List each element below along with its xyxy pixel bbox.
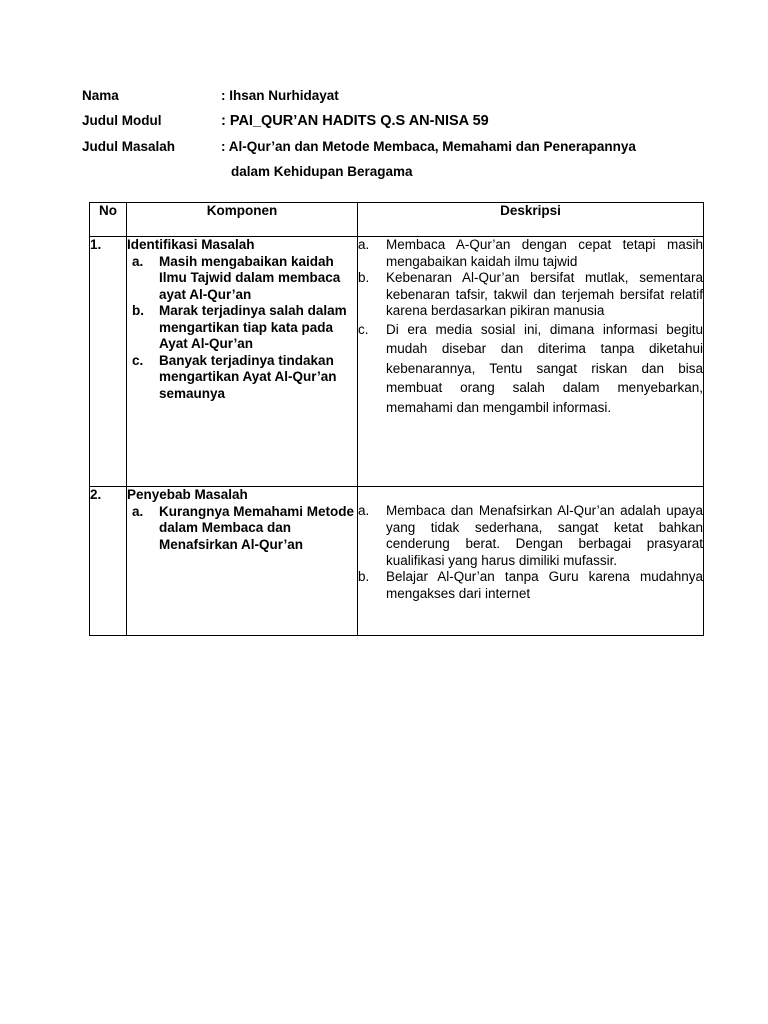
- list-item: [132, 504, 357, 554]
- column-header-komponen: Komponen: [127, 203, 358, 237]
- deskripsi-cell: [358, 487, 704, 636]
- list-marker: b.: [358, 270, 370, 285]
- list-item: [358, 270, 703, 320]
- problem-table: [89, 202, 704, 636]
- nama-label: Nama: [82, 88, 119, 103]
- list-item: [358, 503, 703, 569]
- list-marker: b.: [358, 569, 370, 584]
- list-marker: a.: [132, 503, 144, 519]
- deskripsi-list: [358, 503, 703, 602]
- list-item: [132, 303, 357, 353]
- judul-masalah-label: Judul Masalah: [82, 139, 176, 154]
- judul-masalah-value-line2: dalam Kehidupan Beragama: [231, 164, 413, 179]
- komponen-list: [127, 254, 357, 403]
- table-row: [90, 487, 704, 636]
- judul-modul-value: : PAI_QUR’AN HADITS Q.S AN-NISA 59: [221, 113, 489, 129]
- table-row: [90, 237, 704, 487]
- list-item: [358, 320, 703, 418]
- list-marker: b.: [132, 303, 144, 318]
- row-number: 1.: [90, 237, 127, 487]
- row-number: 2.: [90, 487, 127, 636]
- list-item: [132, 254, 357, 304]
- list-item-text: Banyak terjadinya tindakan mengartikan Ayat Al-Qur’an semaunya: [159, 352, 337, 401]
- list-item: [358, 569, 703, 602]
- list-marker: a.: [132, 253, 144, 269]
- komponen-cell: [127, 237, 358, 487]
- list-item: [132, 353, 357, 403]
- list-marker: c.: [132, 352, 144, 368]
- column-header-deskripsi: Deskripsi: [358, 203, 704, 237]
- list-item: [358, 237, 703, 270]
- list-marker: c.: [358, 321, 369, 337]
- komponen-list: [127, 504, 357, 554]
- list-item-text: Di era media sosial ini, dimana informasi begitu mudah disebar dan diterima tanpa diketahui kebenarannya, Tentu sangat riskan dan bisa membuat orang salah dalam menyebarkan, memahami dan mengambil informasi.: [386, 321, 703, 415]
- komponen-title: Penyebab Masalah: [127, 487, 248, 502]
- komponen-cell: [127, 487, 358, 636]
- list-marker: a.: [358, 237, 370, 252]
- list-item-text: Membaca A-Qur’an dengan cepat tetapi masih mengabaikan kaidah ilmu tajwid: [386, 237, 703, 269]
- judul-masalah-value-line1: : Al-Qur’an dan Metode Membaca, Memahami dan Penerapannya: [221, 139, 636, 154]
- list-item-text: Kebenaran Al-Qur’an bersifat mutlak, sementara kebenaran tafsir, takwil dan terjemah bersifat relatif karena berdasarkan pikiran manusia: [386, 270, 703, 318]
- judul-modul-label: Judul Modul: [82, 113, 162, 128]
- nama-value: : Ihsan Nurhidayat: [221, 88, 339, 103]
- list-item-text: Membaca dan Menafsirkan Al-Qur’an adalah upaya yang tidak sederhana, sangat ketat bahkan cenderung berat. Dengan berbagai prasyarat kualifikasi yang harus dimiliki mufassir.: [386, 503, 703, 568]
- deskripsi-cell: [358, 237, 704, 487]
- list-item-text: Marak terjadinya salah dalam mengartikan tiap kata pada Ayat Al-Qur’an: [159, 303, 347, 351]
- list-marker: a.: [358, 503, 370, 518]
- column-header-no: No: [90, 203, 127, 237]
- deskripsi-list: [358, 237, 703, 417]
- list-item-text: Kurangnya Memahami Metode dalam Membaca dan Menafsirkan Al-Qur’an: [159, 503, 355, 552]
- table-header-row: [90, 203, 704, 237]
- list-item-text: Belajar Al-Qur’an tanpa Guru karena mudahnya mengakses dari internet: [386, 569, 703, 601]
- list-item-text: Masih mengabaikan kaidah Ilmu Tajwid dalam membaca ayat Al-Qur’an: [159, 253, 341, 302]
- komponen-title: Identifikasi Masalah: [127, 237, 255, 252]
